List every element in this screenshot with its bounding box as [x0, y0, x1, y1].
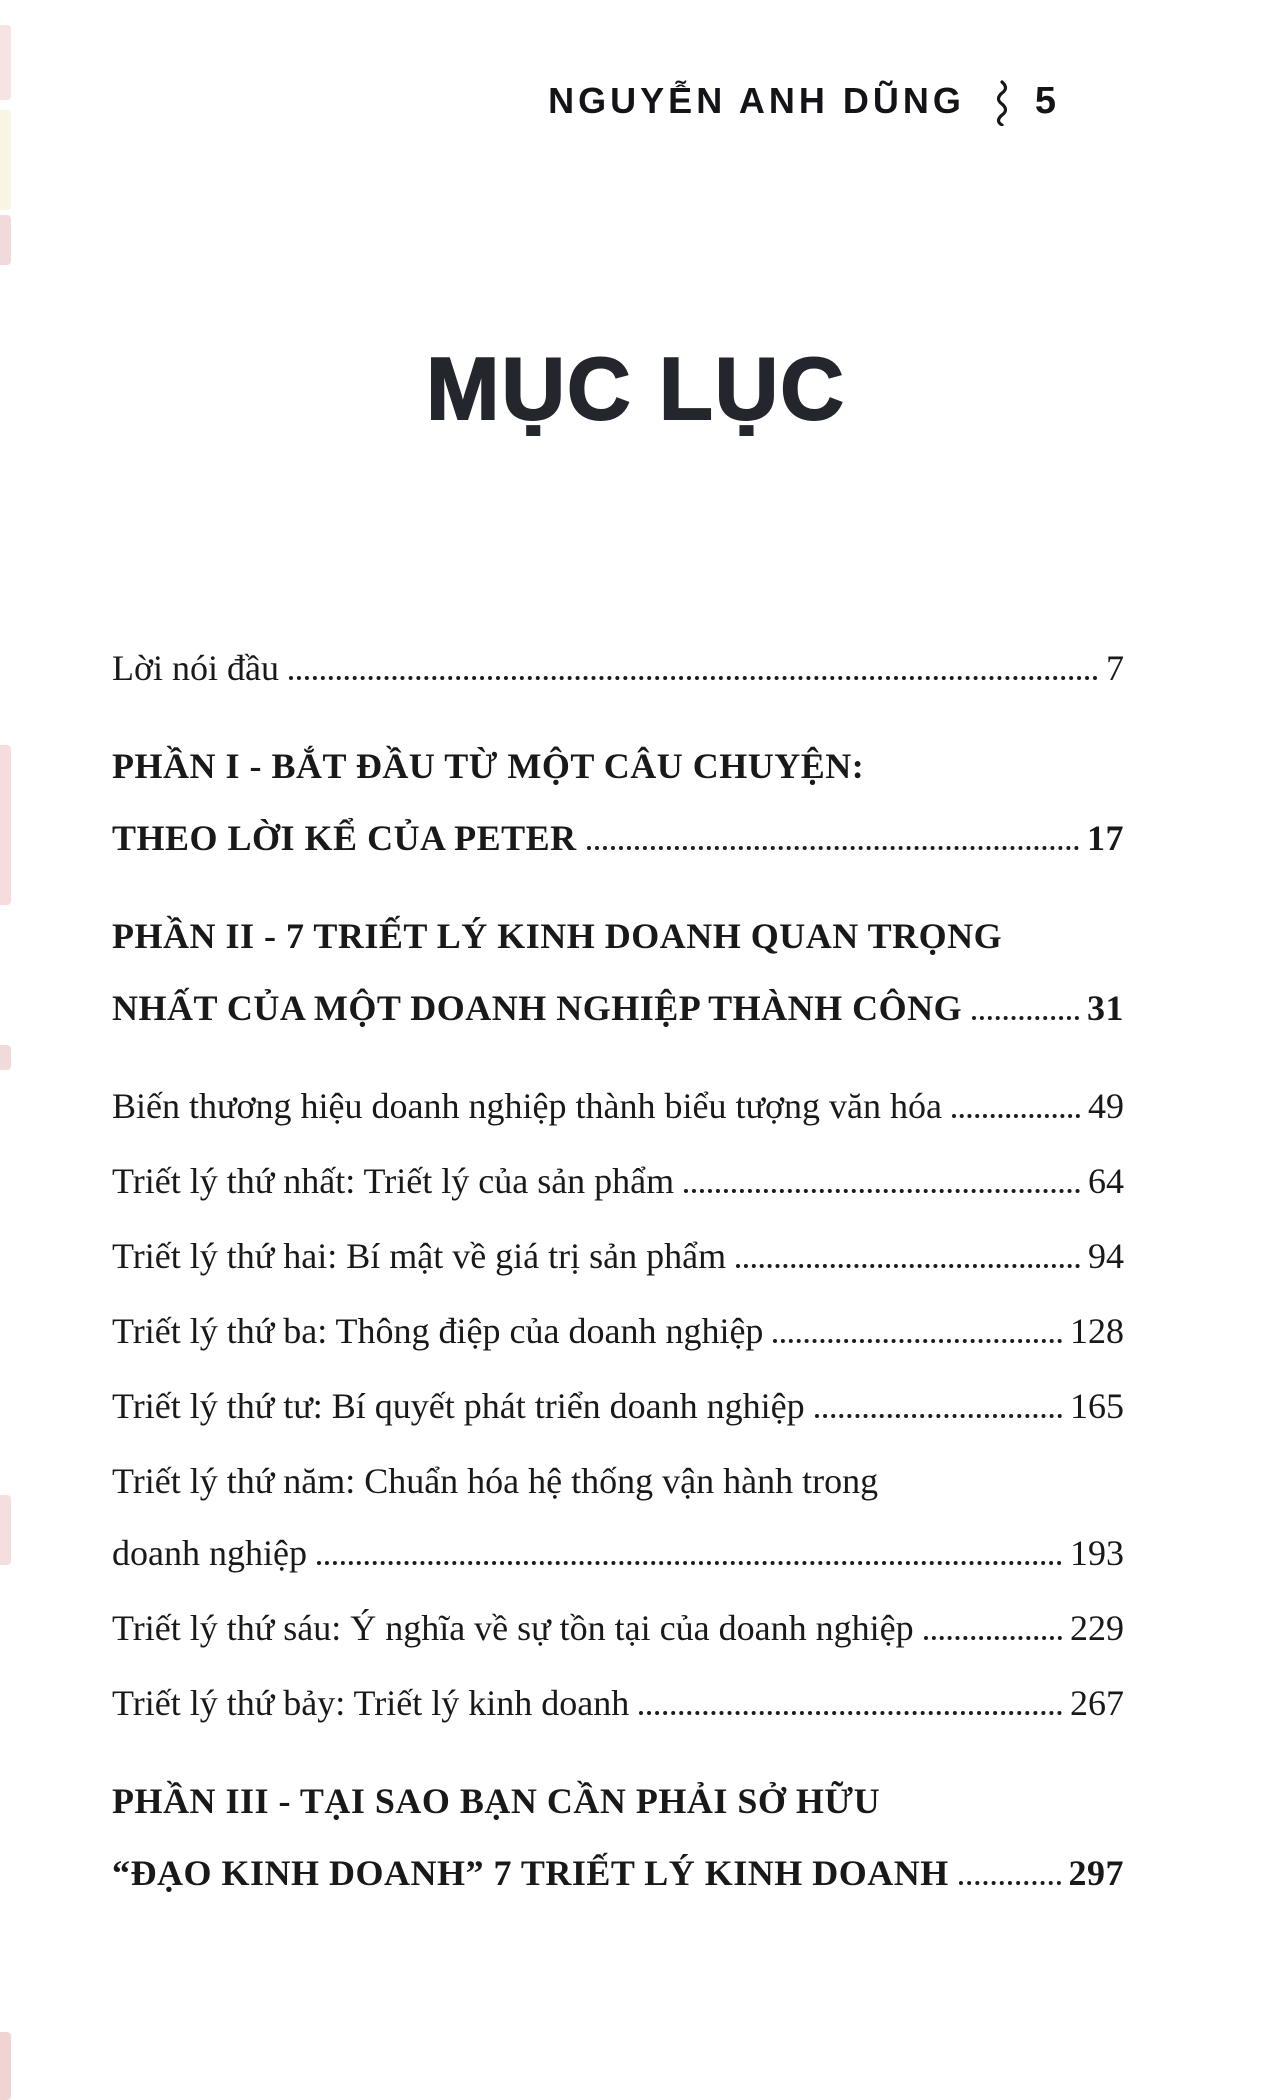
- toc-entry-title: NHẤT CỦA MỘT DOANH NGHIỆP THÀNH CÔNG: [112, 988, 963, 1028]
- toc-page-number: 229: [1070, 1608, 1124, 1648]
- toc-entry: [112, 632, 1124, 704]
- page-header: [548, 80, 1056, 135]
- dot-leader: [815, 1414, 1062, 1418]
- dot-leader: [317, 1561, 1062, 1565]
- toc-entry-title: Triết lý thứ tư: Bí quyết phát triển doanh nghiệp: [112, 1386, 805, 1426]
- toc-line: [112, 1517, 1124, 1589]
- toc-line: [112, 1592, 1124, 1664]
- dot-leader: [639, 1711, 1062, 1715]
- toc-entry-title: “ĐẠO KINH DOANH” 7 TRIẾT LÝ KINH DOANH: [112, 1853, 949, 1893]
- dot-leader: [289, 676, 1098, 680]
- page-edge-mark: [0, 745, 11, 905]
- toc-page-number: 17: [1087, 818, 1124, 858]
- toc-page-number: 267: [1070, 1683, 1124, 1723]
- toc-entry: [112, 1592, 1124, 1664]
- toc-line: [112, 632, 1124, 704]
- toc-line: [112, 802, 1124, 874]
- squiggle-separator-icon: [995, 80, 1009, 135]
- toc-page-number: 64: [1088, 1161, 1124, 1201]
- dot-leader: [773, 1339, 1062, 1343]
- toc-entry-title: PHẦN I - BẮT ĐẦU TỪ MỘT CÂU CHUYỆN:: [112, 746, 865, 786]
- toc-entry-title: Triết lý thứ sáu: Ý nghĩa về sự tồn tại của doanh nghiệp: [112, 1608, 914, 1648]
- toc-entry-title: Lời nói đầu: [112, 648, 280, 688]
- toc-line: [112, 1220, 1124, 1292]
- toc-entry-title: PHẦN III - TẠI SAO BẠN CẦN PHẢI SỞ HỮU: [112, 1781, 881, 1821]
- page-edge-mark: [0, 2032, 11, 2100]
- page-edge-mark: [0, 110, 11, 210]
- toc-list: [112, 632, 1124, 1935]
- toc-page-number: 94: [1088, 1236, 1124, 1276]
- toc-entry-title: Triết lý thứ hai: Bí mật về giá trị sản phẩm: [112, 1236, 727, 1276]
- toc-entry: [112, 1370, 1124, 1442]
- toc-entry: [112, 1445, 1124, 1589]
- dot-leader: [959, 1881, 1061, 1885]
- toc-section-entry: [112, 730, 1124, 874]
- toc-entry: [112, 1145, 1124, 1217]
- page-edge-mark: [0, 25, 11, 100]
- toc-page-number: 165: [1070, 1386, 1124, 1426]
- toc-section-entry: [112, 900, 1124, 1044]
- toc-entry: [112, 1070, 1124, 1142]
- toc-line: [112, 1145, 1124, 1217]
- page-title: MỤC LỤC: [426, 339, 846, 438]
- toc-section-entry: [112, 1765, 1124, 1909]
- toc-entry-title: THEO LỜI KỂ CỦA PETER: [112, 818, 577, 858]
- toc-page-number: 7: [1106, 648, 1124, 688]
- dot-leader: [684, 1189, 1080, 1193]
- dot-leader: [736, 1264, 1080, 1268]
- toc-entry-title: Triết lý thứ ba: Thông điệp của doanh nghiệp: [112, 1311, 764, 1351]
- toc-entry-title: Triết lý thứ năm: Chuẩn hóa hệ thống vận hành trong: [112, 1461, 879, 1501]
- toc-line: [112, 1765, 1124, 1837]
- toc-entry: [112, 1220, 1124, 1292]
- toc-entry: [112, 1667, 1124, 1739]
- toc-line: [112, 1370, 1124, 1442]
- page-number: 5: [1034, 80, 1056, 122]
- dot-leader: [972, 1016, 1079, 1020]
- page-edge-mark: [0, 1045, 11, 1070]
- toc-entry-title: Biến thương hiệu doanh nghiệp thành biểu tượng văn hóa: [112, 1086, 942, 1126]
- page-edge-mark: [0, 215, 11, 265]
- toc-page-number: 297: [1068, 1853, 1124, 1893]
- toc-line: [112, 972, 1124, 1044]
- dot-leader: [952, 1114, 1080, 1118]
- toc-page-number: 193: [1070, 1533, 1124, 1573]
- toc-entry-title: doanh nghiệp: [112, 1533, 307, 1573]
- toc-line: [112, 730, 1124, 802]
- toc-line: [112, 900, 1124, 972]
- toc-page-number: 128: [1070, 1311, 1124, 1351]
- dot-leader: [924, 1636, 1062, 1640]
- toc-line: [112, 1070, 1124, 1142]
- toc-entry-title: Triết lý thứ bảy: Triết lý kinh doanh: [112, 1683, 630, 1723]
- toc-entry: [112, 1295, 1124, 1367]
- toc-line: [112, 1667, 1124, 1739]
- toc-line: [112, 1837, 1124, 1909]
- author-name: NGUYỄN ANH DŨNG: [548, 80, 965, 121]
- toc-line: [112, 1445, 1124, 1517]
- toc-page-number: 49: [1088, 1086, 1124, 1126]
- dot-leader: [587, 846, 1079, 850]
- page-edge-mark: [0, 1495, 11, 1565]
- toc-page-number: 31: [1087, 988, 1124, 1028]
- toc-entry-title: PHẦN II - 7 TRIẾT LÝ KINH DOANH QUAN TRỌNG: [112, 916, 1003, 956]
- toc-entry-title: Triết lý thứ nhất: Triết lý của sản phẩm: [112, 1161, 675, 1201]
- toc-line: [112, 1295, 1124, 1367]
